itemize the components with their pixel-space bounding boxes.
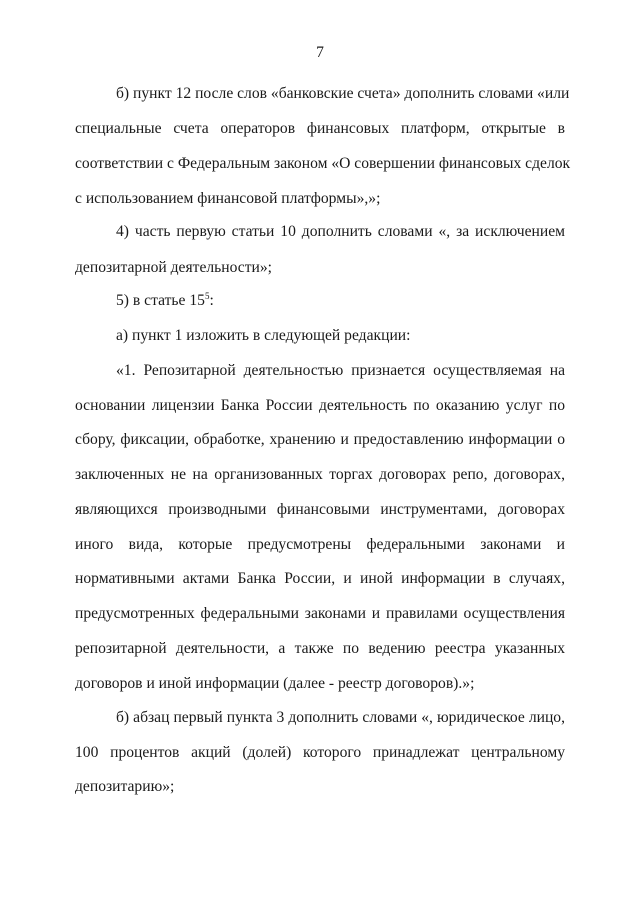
paragraph-line: являющихся производными финансовыми инструментами, договорах — [75, 501, 565, 518]
page-number: 7 — [316, 44, 324, 61]
paragraph-line-article — [116, 291, 565, 311]
paragraph-line: «1. Репозитарной деятельностью признается осуществляемая на — [116, 362, 565, 379]
paragraph-line: нормативными актами Банка России, и иной информации в случаях, — [75, 570, 565, 587]
article-colon: : — [209, 292, 214, 309]
paragraph-line: 100 процентов акций (долей) которого принадлежат центральному — [75, 744, 565, 761]
article-text: 5) в статье 15 — [116, 292, 205, 309]
paragraph-line: соответствии с Федеральным законом «О совершении финансовых сделок — [75, 155, 571, 172]
article-superscript: 5 — [204, 291, 210, 301]
paragraph-line: основании лицензии Банка России деятельность по оказанию услуг по — [75, 397, 565, 414]
paragraph-line: репозитарной деятельности, а также по ведению реестра указанных — [75, 640, 565, 657]
paragraph-line: заключенных не на организованных торгах договорах репо, договорах, — [75, 466, 565, 483]
paragraph-line: с использованием финансовой платформы»,»; — [75, 190, 381, 207]
paragraph-line: специальные счета операторов финансовых платформ, открытые в — [75, 120, 565, 137]
paragraph-line: иного вида, которые предусмотрены федеральными законами и — [75, 536, 565, 553]
paragraph-line: сбору, фиксации, обработке, хранению и предоставлению информации о — [75, 431, 565, 448]
paragraph-line: б) абзац первый пункта 3 дополнить словами «, юридическое лицо, — [116, 709, 565, 726]
paragraph-line: а) пункт 1 изложить в следующей редакции: — [116, 327, 411, 344]
paragraph-line: б) пункт 12 после слов «банковские счета» дополнить словами «или — [116, 85, 570, 102]
paragraph-line: договоров и иной информации (далее - реестр договоров).»; — [75, 675, 475, 692]
paragraph-line: предусмотренных федеральными законами и правилами осуществления — [75, 605, 565, 622]
paragraph-line: депозитарной деятельности»; — [75, 259, 273, 276]
paragraph-line: 4) часть первую статьи 10 дополнить словами «, за исключением — [116, 223, 565, 240]
paragraph-line: депозитарию»; — [75, 778, 175, 795]
